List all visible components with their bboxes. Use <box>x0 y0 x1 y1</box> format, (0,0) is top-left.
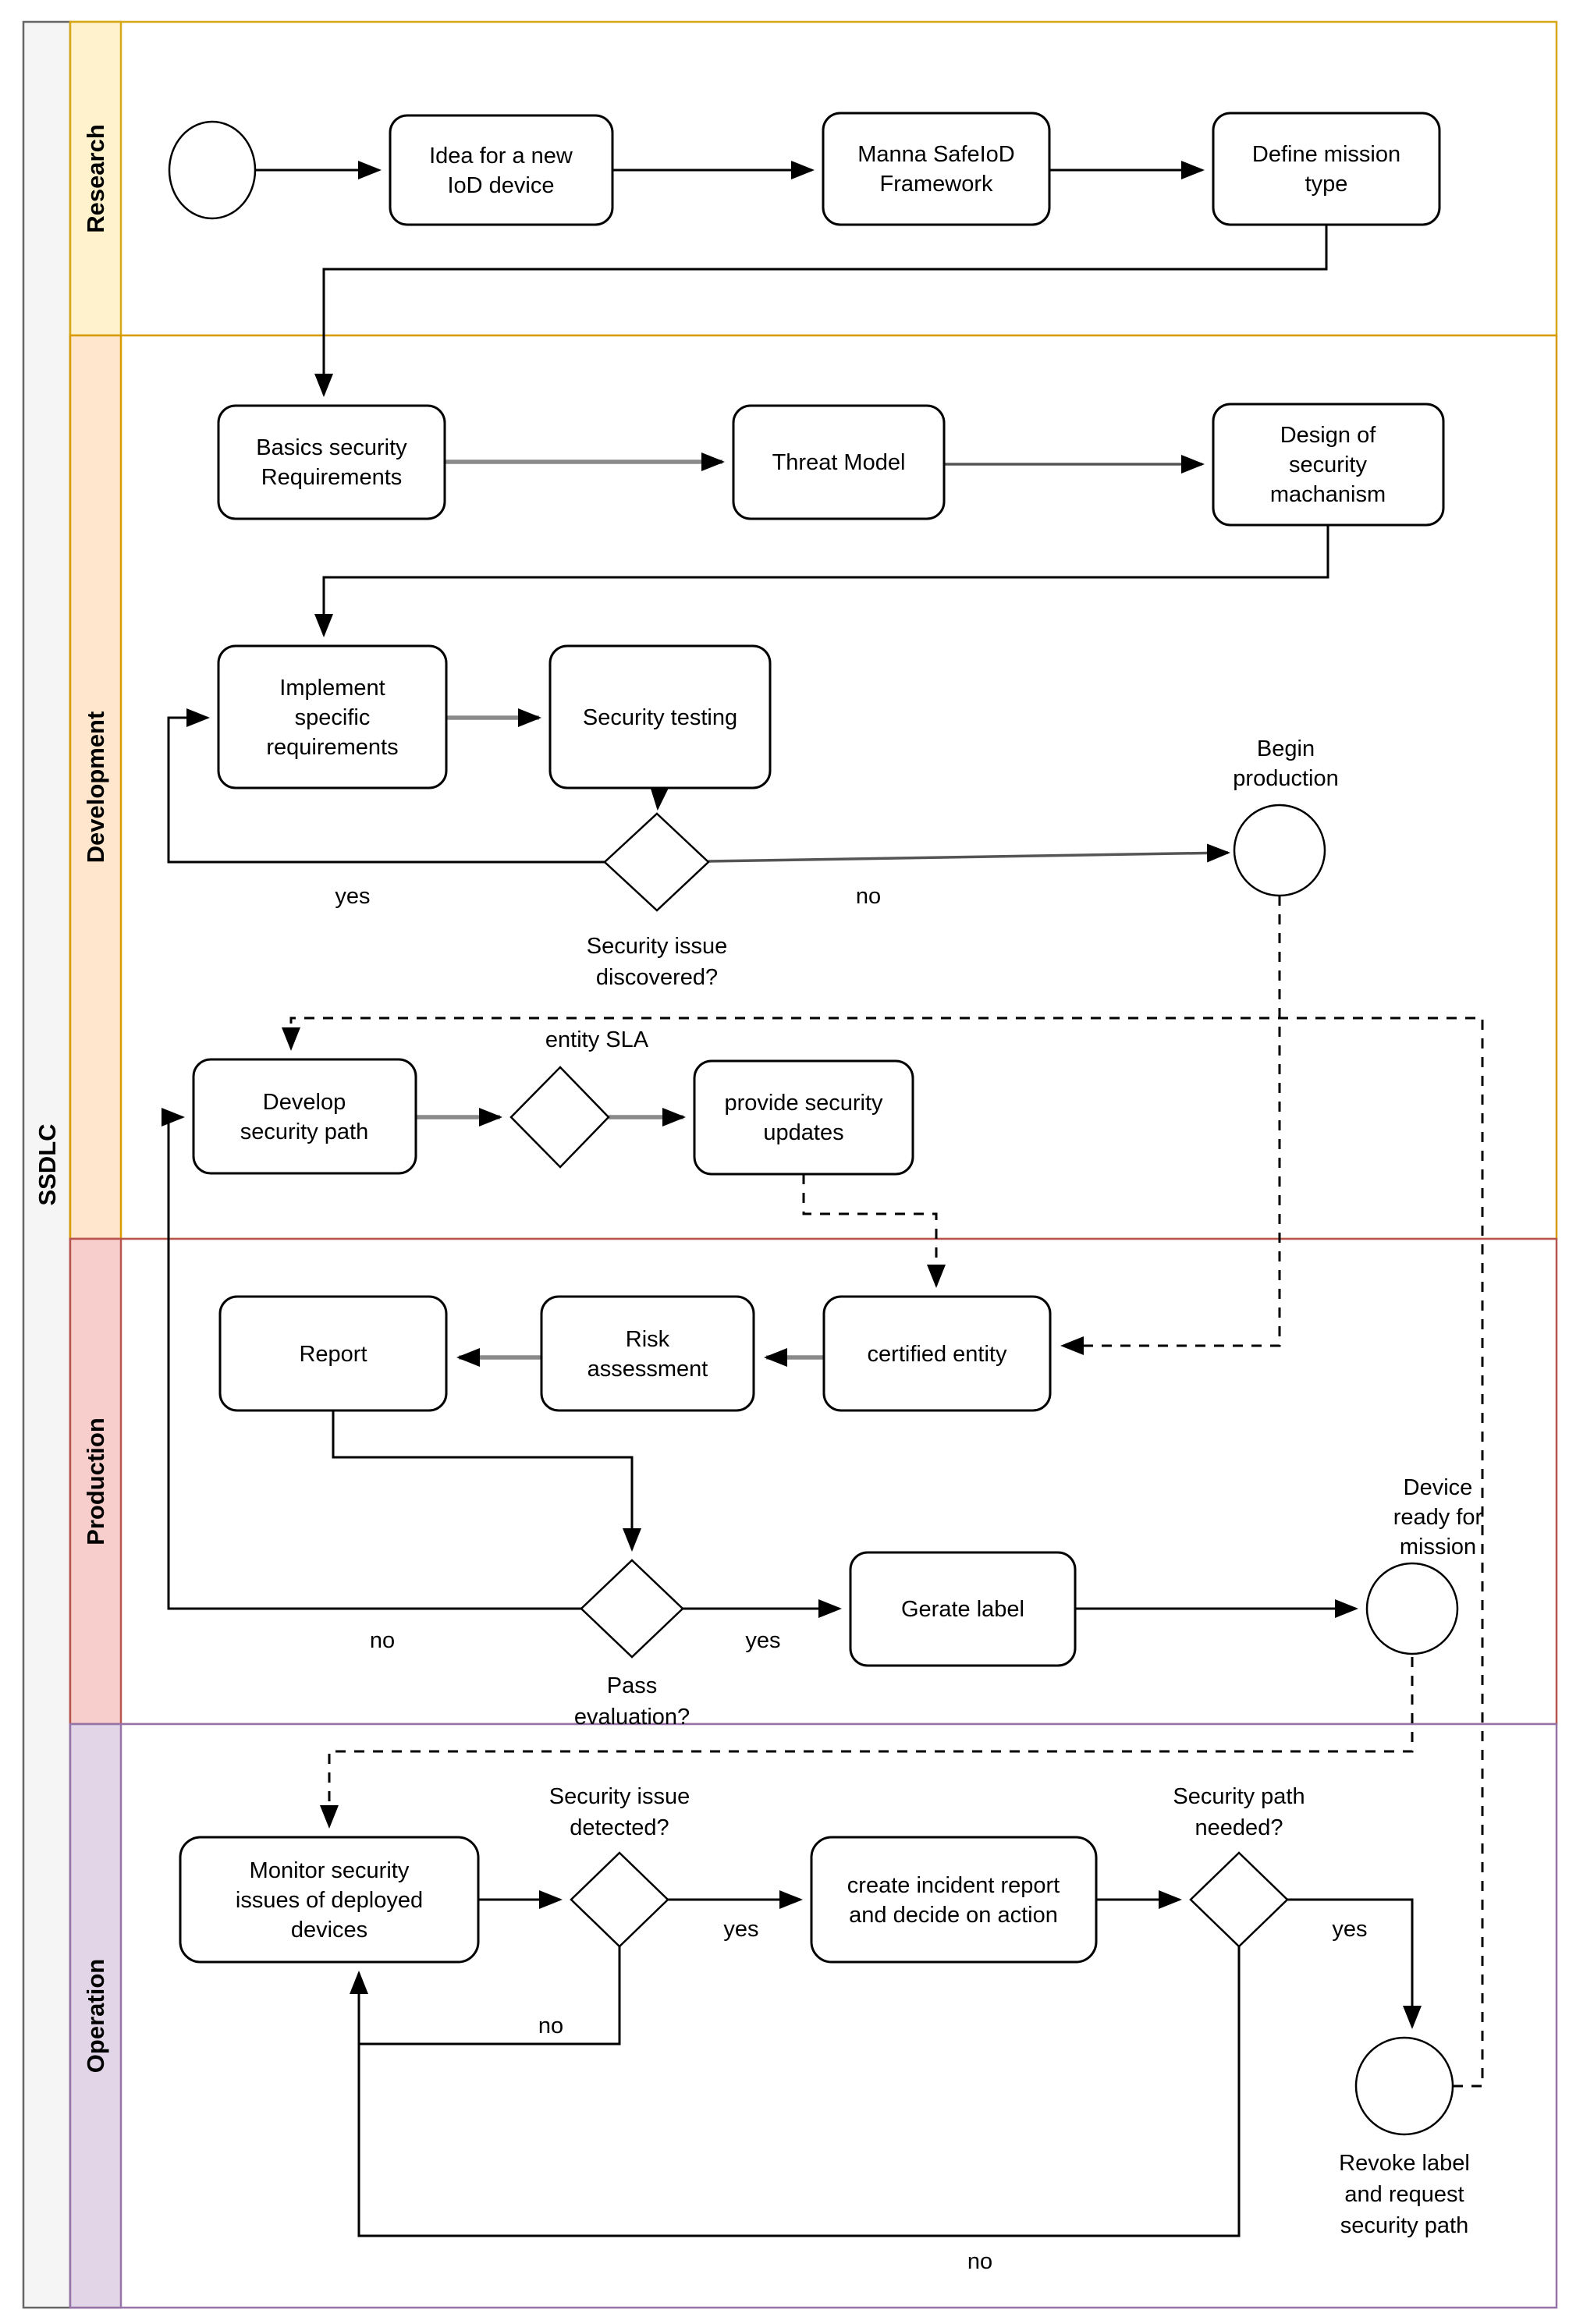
gateway-issue-discovered-label: Security issue <box>586 934 728 959</box>
gateway-issue-detected-label: Security issue <box>548 1784 690 1809</box>
task-incident-report <box>811 1837 1096 1962</box>
event-device-ready-label: Device <box>1403 1475 1473 1500</box>
task-threat-label: Threat Model <box>772 450 906 475</box>
task-idea <box>390 115 612 225</box>
event-device-ready <box>1367 1563 1457 1654</box>
svg-text:and request: and request <box>1344 2182 1464 2207</box>
svg-text:security path: security path <box>240 1119 369 1144</box>
task-risk-label: Risk <box>625 1327 670 1352</box>
svg-text:evaluation?: evaluation? <box>573 1705 690 1730</box>
task-manna-framework <box>823 113 1049 225</box>
label-no-issue: no <box>855 884 882 909</box>
svg-text:Requirements: Requirements <box>261 465 403 490</box>
task-define-mission <box>1213 113 1439 225</box>
svg-text:needed?: needed? <box>1194 1815 1283 1840</box>
start-event <box>169 122 255 218</box>
svg-text:security: security <box>1289 452 1367 477</box>
svg-text:Framework: Framework <box>879 172 993 197</box>
task-define-label: Define mission <box>1251 142 1401 167</box>
edge-testing-to-gateway <box>658 788 659 808</box>
task-develop-security-path <box>193 1059 416 1173</box>
task-gerate-label-text: Gerate label <box>901 1597 1024 1622</box>
task-report-label: Report <box>299 1342 367 1367</box>
svg-text:machanism: machanism <box>1269 482 1386 507</box>
svg-text:requirements: requirements <box>266 735 399 760</box>
svg-text:discovered?: discovered? <box>595 965 719 990</box>
task-certified-label: certified entity <box>867 1342 1007 1367</box>
task-basics-requirements <box>218 406 445 519</box>
gateway-entity-sla-label: entity SLA <box>545 1027 649 1052</box>
task-testing-label: Security testing <box>582 705 738 730</box>
svg-text:issues of deployed: issues of deployed <box>235 1888 424 1913</box>
label-yes-detected: yes <box>723 1917 759 1942</box>
svg-text:specific: specific <box>294 705 371 730</box>
task-design-label: Design of <box>1280 423 1376 448</box>
pool-title: SSDLC <box>34 1123 61 1206</box>
event-revoke-label-text: Revoke label <box>1339 2151 1470 2176</box>
label-yes-issue: yes <box>335 884 371 909</box>
svg-text:ready for: ready for <box>1393 1505 1483 1530</box>
task-idea-label: Idea for a new <box>429 144 573 169</box>
svg-text:type: type <box>1305 172 1348 197</box>
svg-text:production: production <box>1233 766 1339 791</box>
svg-text:mission: mission <box>1399 1535 1477 1559</box>
svg-text:security path: security path <box>1340 2213 1469 2238</box>
lane-production-label: Production <box>82 1417 109 1545</box>
lane-operation-label: Operation <box>82 1958 109 2074</box>
event-revoke-label <box>1356 2038 1453 2134</box>
lane-operation <box>70 1724 1557 2308</box>
task-basics-label: Basics security <box>256 435 407 460</box>
svg-text:detected?: detected? <box>570 1815 669 1840</box>
gateway-path-needed-label: Security path <box>1173 1784 1305 1809</box>
svg-text:updates: updates <box>763 1120 844 1145</box>
task-provide-updates-label: provide security <box>724 1091 883 1116</box>
task-provide-updates <box>694 1061 913 1174</box>
label-no-pass: no <box>369 1628 396 1653</box>
label-yes-path: yes <box>1332 1917 1368 1942</box>
task-incident-label: create incident report <box>847 1873 1060 1898</box>
event-begin-production-label: Begin <box>1256 736 1315 761</box>
lane-research-label: Research <box>82 124 109 233</box>
lane-development-label: Development <box>82 711 109 864</box>
label-no-detected: no <box>538 2014 564 2038</box>
label-yes-pass: yes <box>745 1628 781 1653</box>
task-risk-assessment <box>541 1297 754 1410</box>
gateway-pass-label: Pass <box>606 1673 658 1698</box>
task-develop-path-label: Develop <box>262 1090 346 1115</box>
task-monitor-label: Monitor security <box>249 1858 410 1883</box>
svg-text:IoD device: IoD device <box>447 173 555 198</box>
task-manna-label: Manna SafeIoD <box>857 142 1015 167</box>
svg-text:and decide on action: and decide on action <box>849 1903 1058 1928</box>
svg-text:assessment: assessment <box>587 1357 708 1382</box>
task-implement-label: Implement <box>279 676 385 701</box>
svg-text:devices: devices <box>290 1918 368 1943</box>
label-no-path: no <box>967 2249 993 2274</box>
event-begin-production <box>1234 805 1325 896</box>
